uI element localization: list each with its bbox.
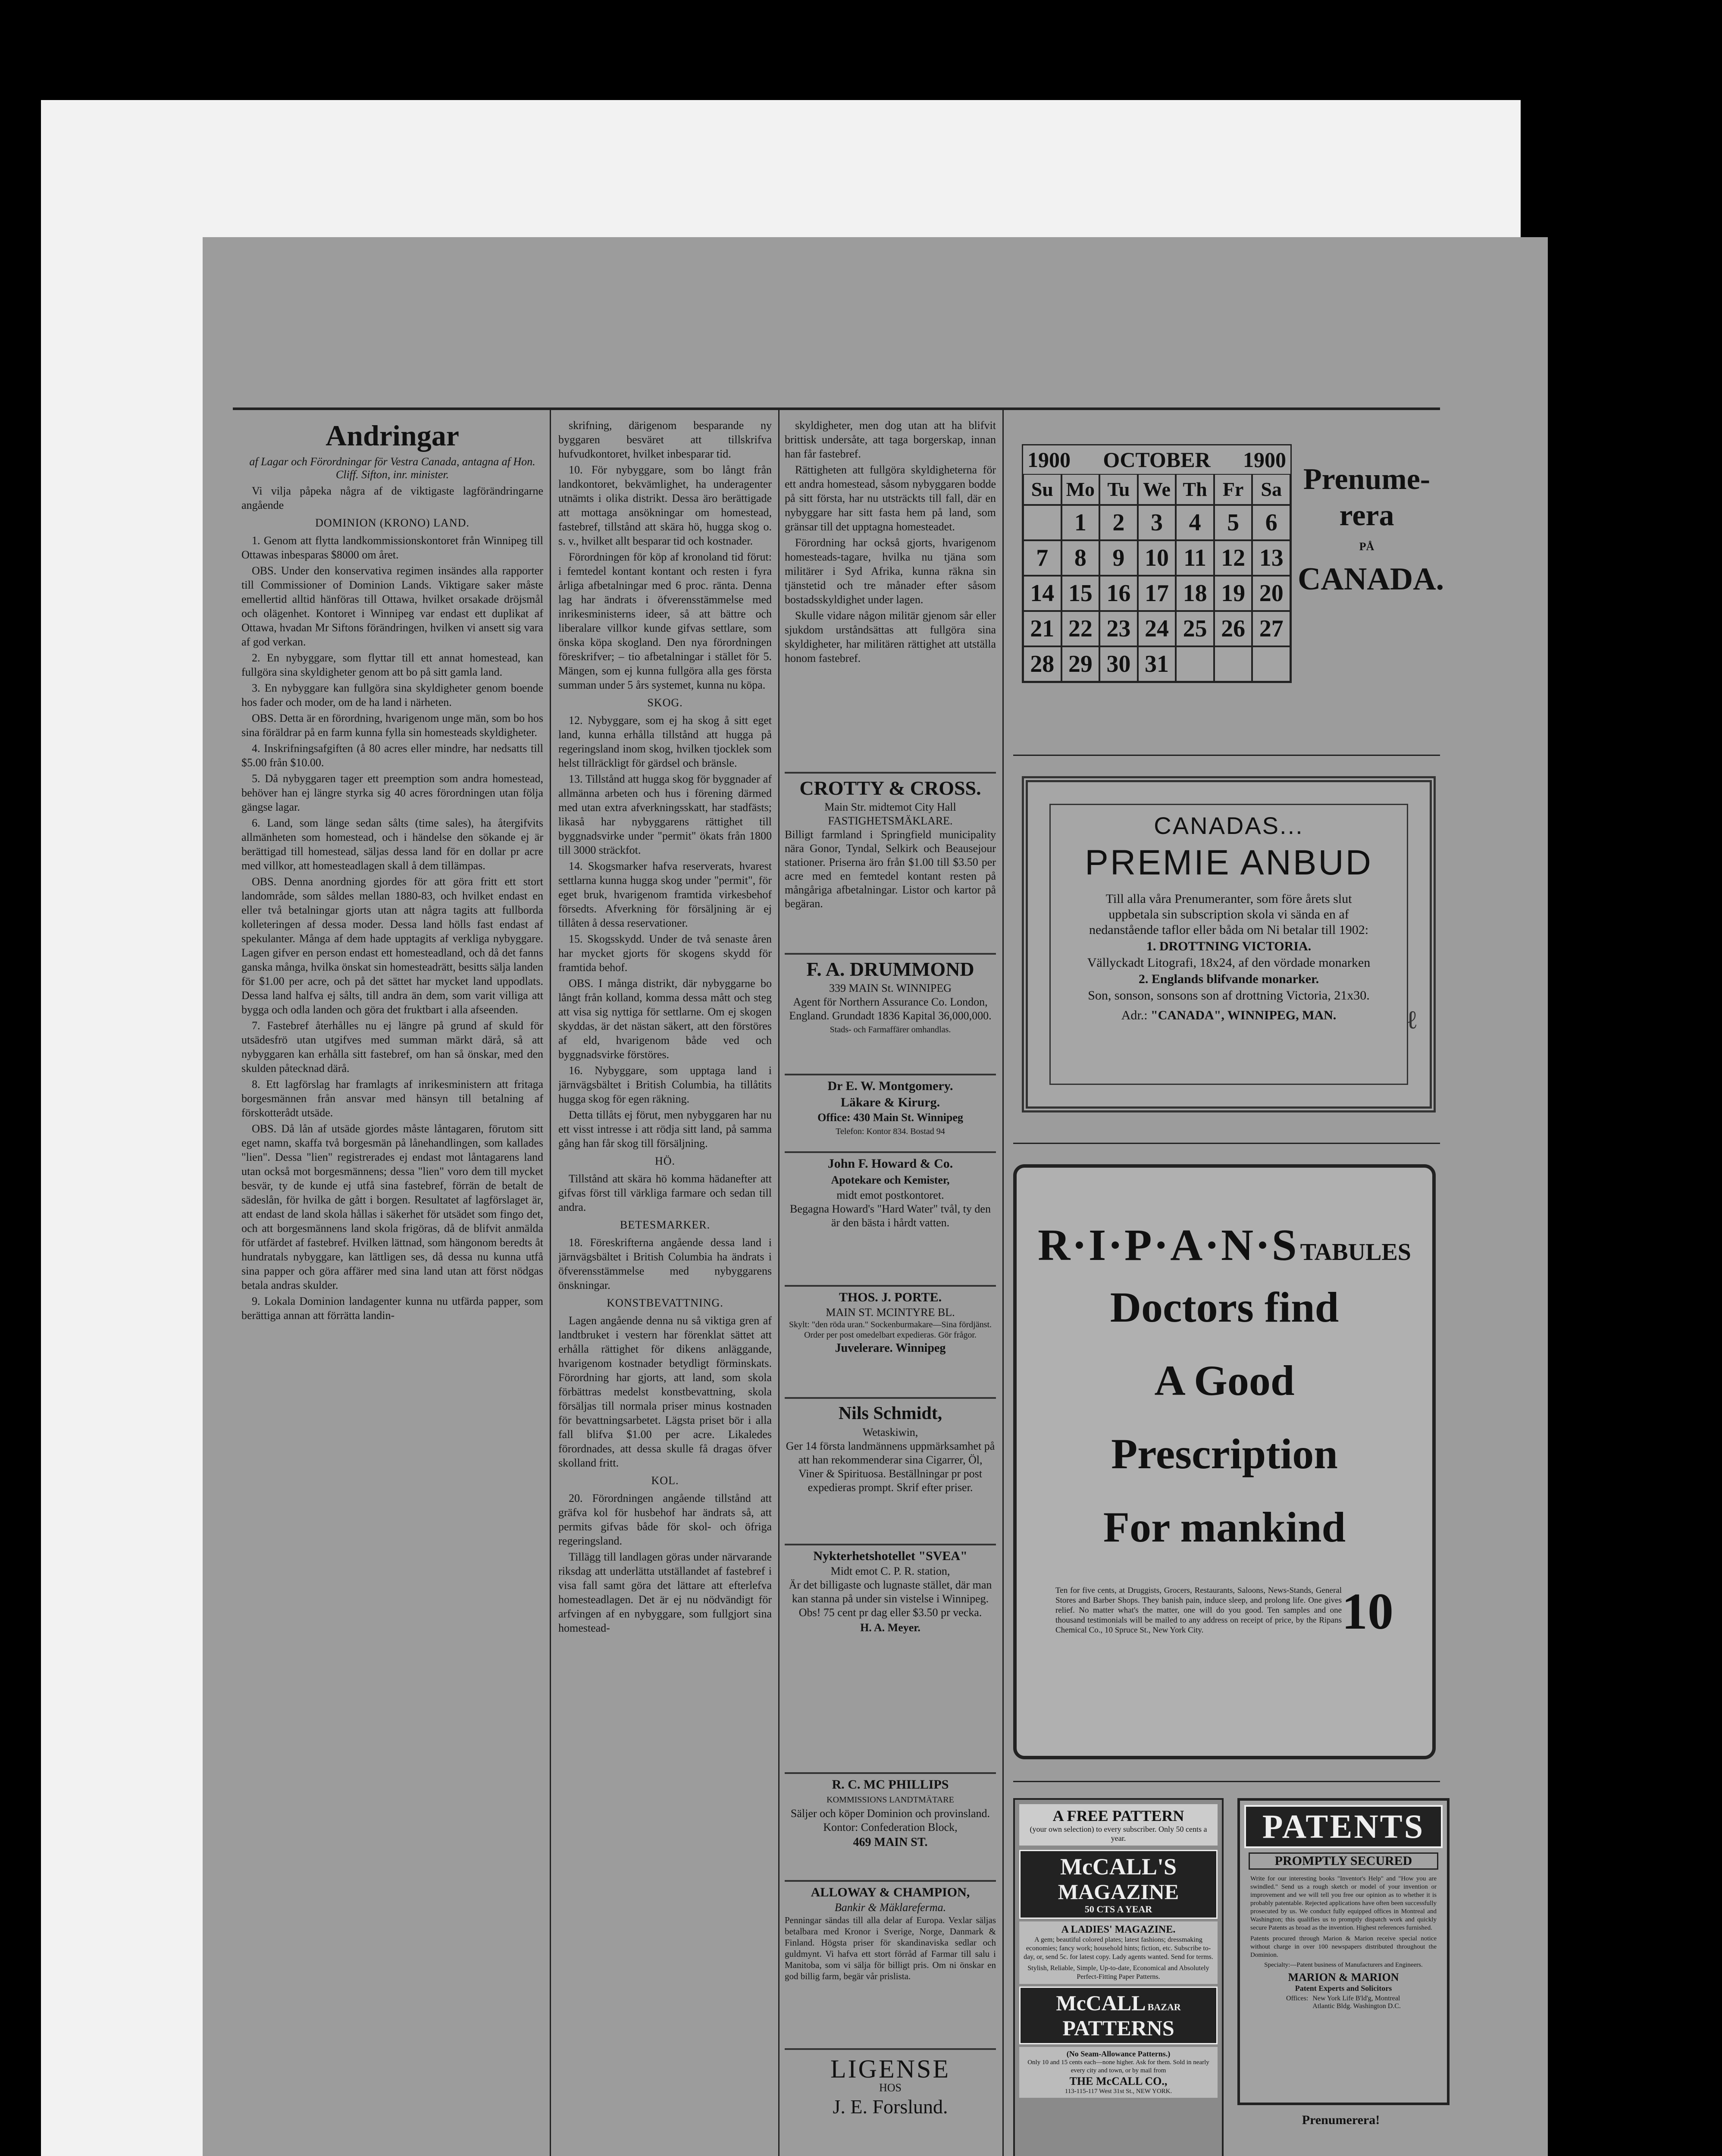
section-rule xyxy=(1013,1143,1440,1144)
ad-brand: BAZAR xyxy=(1147,2002,1181,2012)
ad-line: FASTIGHETSMÄKLARE. xyxy=(828,815,953,827)
ad-line: For mankind xyxy=(1103,1503,1346,1551)
ad-line: A LADIES' MAGAZINE. xyxy=(1061,1924,1176,1935)
ad-price-badge: 10 xyxy=(1342,1583,1393,1640)
calendar-day: 16 xyxy=(1099,576,1138,611)
ad-line: New York Life B'ld'g, Montreal xyxy=(1312,1995,1400,2002)
calendar-header xyxy=(1023,445,1290,474)
column-rule xyxy=(1002,410,1004,2156)
footer-prenumerera: Prenumerera! xyxy=(1302,2113,1380,2127)
paragraph: Förordning har också gjorts, hvarigenom homesteads-tagare, hvilka nu tjäna som militärer i Syd Afrika, kunna räkna sin tjänstetid och tre månader efter såsom bostadsskyldighet under lagen. xyxy=(785,536,996,606)
ad-line: MARION & MARION xyxy=(1288,1971,1399,1984)
ad-title: Dr E. W. Montgomery. xyxy=(827,1079,953,1093)
calendar-day: 25 xyxy=(1176,611,1214,646)
calendar-day: 17 xyxy=(1138,576,1176,611)
ad-title: Nils Schmidt, xyxy=(838,1404,942,1423)
calendar-day: 13 xyxy=(1252,540,1290,576)
ad-title: THOS. J. PORTE. xyxy=(839,1290,942,1304)
ad-line: H. A. Meyer. xyxy=(860,1621,920,1634)
article-column-2 xyxy=(558,418,772,2156)
ad-line: Atlantic Bldg. Washington D.C. xyxy=(1312,2002,1401,2010)
calendar-day: 8 xyxy=(1061,540,1100,576)
paragraph: OBS. Under den konservativa regimen insändes alla rapporter till Commissioner of Dominion Lands. Viktigare saker måste emellertid alltid hänföras till Ottawa, hvilket orsakade dröjsmål och olägenhet. Kontoret i Winnipeg var endast ett duplikat af Ottawa, hvadan Mr Siftons förändringen, hvilken vi ansett sig vara af god verkan. xyxy=(241,564,543,648)
paragraph: 10. För nybyggare, som bo långt från landkontoret, bekvämlighet, ha underagenter utnämts i olika distrikt. Dessa äro berättigade att mottaga ansökningar om homestead, fastebref, tillstånd att skära hö, hugga skog o. s. v., hvilket allt besparar tid och kostnader. xyxy=(558,464,772,547)
ad-brand: MAGAZINE xyxy=(1058,1880,1179,1904)
paragraph: OBS. Detta är en förordning, hvarigenom unge män, som bo hos sina föräldrar på en farm kunna fylla sin homesteads skyldigheter. xyxy=(241,712,543,739)
ad-svea xyxy=(785,1548,996,1636)
ad-body: Penningar sändas till alla delar af Europa. Vexlar säljas betalbara med Kronor i Sverige, Norge, Danmark & Finland. Högsta priser för skandinaviska sedlar och guldmynt. Vi hafva ett stort förråd af Farmar till salu i Manitoba, som vi sälja för billigt pris. Om ni önskar en god billig farm, begär vår prislista. xyxy=(785,1915,996,1981)
section-heading: SKOG. xyxy=(647,696,683,709)
ad-line: 469 MAIN ST. xyxy=(853,1836,928,1849)
ad-separator xyxy=(785,2048,996,2050)
paragraph: 3. En nybyggare kan fullgöra sina skyldigheter genom boende hos fader och moder, om de ha land i närheten. xyxy=(241,682,543,708)
paragraph: Skulle vidare någon militär gjenom sår eller sjukdom urståndsättas att fullgöra sina skyldigheter, har militären rättighet att utställa honom fastebref. xyxy=(785,609,996,664)
calendar-grid xyxy=(1023,474,1290,682)
ad-alloway xyxy=(785,1884,996,1982)
calendar-day: 21 xyxy=(1023,611,1061,646)
calendar-day: 27 xyxy=(1252,611,1290,646)
ad-porte xyxy=(785,1289,996,1357)
paragraph: Förordningen för köp af kronoland tid förut: i femtedel kontant kontant och resten i fyra årliga afbetalningar med 6 proc. ränta. Denna lag har ändrats i öfverensstämmelse med inrikesministerns ideer, så att bättre och liberalare villkor kunde gifvas settlare, som önska köpa skogland. Den nya förordningen föreskrifver; ‒ tio afbetalningar i stället för 5. Mängen, som ej kunna fullgöra alla ges första summan under 5 års systemet, kunna nu köpa. xyxy=(558,551,772,691)
calendar-day: 6 xyxy=(1252,505,1290,540)
calendar xyxy=(1022,444,1292,683)
paragraph: Tillstånd att skära hö komma hädanefter att gifvas först till värkliga farmare och sedan till andra. xyxy=(558,1172,772,1213)
ad-brand: R·I·P·A·N·S xyxy=(1038,1220,1299,1270)
calendar-day: 3 xyxy=(1138,505,1176,540)
calendar-day: 9 xyxy=(1099,540,1138,576)
ad-title: F. A. DRUMMOND xyxy=(806,958,974,980)
paragraph: Lagen angående denna nu så viktiga gren af landtbruket i vestern har förenklat sättet att erhålla rättighet för dikens anläggande, hvarigenom kostnader betydligt förminskats. Förordning har gjorts, att land, som skola förbättras medelst konstbevattning, skola försäljas till normala priser minus kostnaden för bevattningsarbetet. Lägsta priset bör i alla fall blifva $1.00 per acre. Likaledes förordnades, att dessa skulle få dragas öfver skolland fritt. xyxy=(558,1314,772,1469)
ad-title: ALLOWAY & CHAMPION, xyxy=(811,1885,970,1899)
ad-separator xyxy=(785,1772,996,1774)
calendar-year: 1900 xyxy=(1243,448,1286,472)
section-heading: KOL. xyxy=(651,1474,679,1487)
calendar-day: 20 xyxy=(1252,576,1290,611)
paragraph: skyldigheter, men dog utan att ha blifvit brittisk undersåte, att taga borgerskap, innan han får fastebref. xyxy=(785,419,996,460)
ad-body: Ger 14 första landmännens uppmärksamhet på att han rekommenderar sina Cigarrer, Öl, Viner & Spirituosa. Beställningar pr post expedieras prompt. Skrif efter priser. xyxy=(786,1440,995,1494)
calendar-day: 18 xyxy=(1176,576,1214,611)
calendar-year: 1900 xyxy=(1027,448,1071,472)
article-subtitle: af Lagar och Förordningar för Vestra Canada, antagna af Hon. Cliff. Sifton, inr. minister. xyxy=(249,455,535,481)
ad-line: Obs! 75 cent pr dag eller $3.50 pr vecka. xyxy=(798,1606,982,1619)
ad-line: Läkare & Kirurg. xyxy=(840,1095,940,1109)
calendar-day: 22 xyxy=(1061,611,1100,646)
section-rule xyxy=(1013,755,1440,756)
ad-mcphillips xyxy=(785,1777,996,1851)
column-rule xyxy=(778,410,780,2156)
paragraph: OBS. Denna anordning gjordes för att göra fritt ett stort landområde, som såldes mellan 1880-83, och hvilket endast en eller två betalningar gjorts utan att några tagits att fullborda kolleteringen af dessa moder. Dessa land hölls fast endast af spekulanter. Många af dem hade upptagits af verkliga nybyggare. Lagen gifver en person endast ett homesteadland, och då det fanns ganska många, hvilka önskat sin homesteadrätt, besitts sälja landen för $1.00 per acre, och på det sättet har mycket land uppodlats. Dessa land halfva ej sålts, till andra än dem, som varit villiga att bygga och odla landen och göra det fruktbart i alla afseenden. xyxy=(241,875,543,1016)
paragraph: Detta tillåts ej förut, men nybyggaren har nu ett visst intresse i att rödja sitt land, på samma gång han får skog till försäljning. xyxy=(558,1109,772,1150)
ad-title: PREMIE ANBUD xyxy=(1085,843,1373,882)
ad-drummond xyxy=(785,957,996,1037)
ad-separator xyxy=(785,772,996,774)
section-heading: KONSTBEVATTNING. xyxy=(607,1297,723,1309)
ad-crotty-cross xyxy=(785,776,996,911)
ad-line: 2. Englands blifvande monarker. xyxy=(1138,972,1319,986)
ad-title: CROTTY & CROSS. xyxy=(799,777,981,799)
ad-line: Main Str. midtemot City Hall xyxy=(824,801,956,813)
ad-line: Prenume- xyxy=(1303,463,1431,496)
ad-line: Vällyckadt Litografi, 18x24, af den vördade monarken xyxy=(1087,956,1371,970)
ad-title: PATENTS xyxy=(1262,1808,1425,1845)
section-heading: BETESMARKER. xyxy=(620,1219,711,1231)
premie-anbud-inner xyxy=(1049,804,1408,1085)
ad-body: Begagna Howard's "Hard Water" tvål, ty den är den bästa i hårdt vatten. xyxy=(790,1203,991,1229)
paragraph: 2. En nybyggare, som flyttar till ett annat homestead, kan fullgöra sina skyldigheter genom att bo på sitt gamla land. xyxy=(241,652,543,678)
calendar-day: 2 xyxy=(1099,505,1138,540)
ad-line: (No Seam-Allowance Patterns.) xyxy=(1066,2049,1171,2058)
ad-line: CANADA. xyxy=(1298,561,1444,597)
paragraph: 4. Inskrifningsafgiften (å 80 acres eller mindre, har nedsatts till $5.00 från $10.00. xyxy=(241,742,543,769)
calendar-weekday: Tu xyxy=(1099,474,1138,505)
ad-line: midt emot postkontoret. xyxy=(836,1189,944,1201)
calendar-day: 7 xyxy=(1023,540,1061,576)
calendar-weekday: Th xyxy=(1176,474,1214,505)
paragraph: 12. Nybyggare, som ej ha skog å sitt eget land, kunna erhålla tillstånd att hugga på regeringsland inom skog, hvilken tjocklek som helst tillräckligt för gärdsel och bränsle. xyxy=(558,714,772,769)
ad-brand: McCALL xyxy=(1056,1991,1146,2015)
ad-line: HOS xyxy=(879,2081,902,2094)
ad-line: KOMMISSIONS LANDTMÄTARE xyxy=(827,1795,954,1805)
calendar-day: 29 xyxy=(1061,646,1100,682)
paragraph: OBS. Då lån af utsäde gjordes måste låntagaren, förutom sitt eget namn, skaffa två borgesmän på lånehandlingen, som kallades "lien". Dessa "lien" registrerades ej endast mot låntagarens land utan också mot borgesmännens; dessa "lien" voro dem till mycket besvär, ty de kunde ej utfå sina fastebref, förrän de betalt de sädeslån, för hvilka de gått i borgen. Resultatet af lagförslaget är, att endast de land skola hållas i säkerhet för utsädet som fingo det, och att borgesmännens land skola frigöras, då de blifvit anmälda för utfärdet af fastebref. Hvilken lättnad, som hängonom beredts åt hundratals nybyggare, kan lättligen ses, då dessa nu kunna utfå sina papper och göra affärer med sina land utan att först nödgas betala andras skulder. xyxy=(241,1122,543,1291)
ad-body: Patents procured through Marion & Marion receive special notice without charge in over 100 newspapers distributed throughout the Dominion. xyxy=(1250,1935,1437,1959)
ad-body: Till alla våra Prenumeranter, som före årets slut uppbetala sin subscription skola vi sända en af nedanstående taflor eller båda om Ni betalar till 1902: xyxy=(1089,892,1369,937)
calendar-day: 5 xyxy=(1214,505,1252,540)
calendar-day: 10 xyxy=(1138,540,1176,576)
paragraph: 18. Föreskrifterna angående dessa land i järnvägsbältet i British Columbia ha ändrats i öfverensstämmelse med nybyggarens önskningar. xyxy=(558,1236,772,1291)
calendar-day: 14 xyxy=(1023,576,1061,611)
ad-body: Agent för Northern Assurance Co. London, England. Grundadt 1836 Kapital 36,000,000. xyxy=(789,996,992,1022)
ad-body: Skylt: "den röda uran." Sockenburmakare—Sina fördjänst. Order per post omedelbart expedieras. Gör frågor. xyxy=(789,1320,992,1340)
calendar-day: 28 xyxy=(1023,646,1061,682)
ad-body: Billigt farmland i Springfield municipality nära Gonor, Tyndal, Selkirk och Beausejour stationer. Priserna äro från $1.00 till $3.50 per acre med en femtedel kontant resten på mångåriga afbetalningar. Listor och kartor på begäran. xyxy=(785,828,996,910)
ad-separator xyxy=(785,1397,996,1399)
ad-separator xyxy=(785,1285,996,1287)
ad-line: Son, sonson, sonsons son af drottning Victoria, 21x30. xyxy=(1088,988,1370,1003)
ad-line: (your own selection) to every subscriber. Only 50 cents a year. xyxy=(1030,1825,1207,1843)
ad-line: PROMPTLY SECURED xyxy=(1249,1852,1438,1870)
calendar-day: 23 xyxy=(1099,611,1138,646)
article-column-3 xyxy=(785,418,996,1013)
ad-line: PÅ xyxy=(1359,540,1374,553)
ad-line: Midt emot C. P. R. station, xyxy=(830,1565,950,1577)
ad-body: Säljer och köper Dominion och provinsland. Kontor: Confederation Block, xyxy=(790,1807,990,1833)
premie-anbud-ad xyxy=(1022,776,1436,1112)
margin-mark: ℓ xyxy=(1406,1005,1418,1035)
ad-line: Doctors find xyxy=(1110,1283,1339,1331)
ad-separator xyxy=(785,1544,996,1545)
ad-title: John F. Howard & Co. xyxy=(827,1156,953,1171)
ad-body: Specialty:—Patent business of Manufacturers and Engineers. xyxy=(1264,1962,1423,1968)
section-heading: HÖ. xyxy=(654,1155,676,1167)
calendar-weekday: We xyxy=(1138,474,1176,505)
prenumerera-ad xyxy=(1298,461,1444,599)
calendar-month: OCTOBER xyxy=(1103,448,1211,472)
ad-line: rera xyxy=(1339,499,1394,532)
calendar-day: 26 xyxy=(1214,611,1252,646)
ad-line: Prescription xyxy=(1111,1430,1338,1478)
newspaper-page xyxy=(203,237,1548,2156)
ad-line: 1. DROTTNING VICTORIA. xyxy=(1146,939,1312,953)
calendar-weekday: Mo xyxy=(1061,474,1100,505)
ad-line: Wetaskiwin, xyxy=(862,1426,918,1438)
ad-line: Apotekare och Kemister, xyxy=(831,1174,950,1186)
ad-title: LIGENSE xyxy=(830,2055,950,2083)
section-rule xyxy=(1013,1781,1440,1782)
paragraph: 16. Nybyggare, som upptaga land i järnvägsbältet i British Columbia, ha tillåtits hugga skog för egen räkning. xyxy=(558,1064,772,1105)
article-column-1 xyxy=(241,418,543,2156)
paragraph: 5. Då nybyggaren tager ett preemption som andra homestead, behöver han ej längre styrka sig 40 acres förordningen utan följa gängse lagar. xyxy=(241,772,543,813)
calendar-day: 30 xyxy=(1099,646,1138,682)
ad-separator xyxy=(785,1074,996,1075)
calendar-day xyxy=(1252,646,1290,682)
ad-montgomery xyxy=(785,1078,996,1138)
ad-ligense xyxy=(785,2057,996,2119)
paragraph: 20. Förordningen angående tillstånd att gräfva kol för husbehof har ändrats så, att permits gifvas både för skol- och öfriga regeringsland. xyxy=(558,1492,772,1547)
ad-line: A Good xyxy=(1154,1357,1295,1404)
calendar-day xyxy=(1176,646,1214,682)
ad-line: Offices: xyxy=(1286,1995,1309,2002)
ad-line: 339 MAIN St. WINNIPEG xyxy=(829,982,952,994)
ad-line: J. E. Forslund. xyxy=(833,2096,948,2118)
ad-brand: PATTERNS xyxy=(1062,2016,1174,2040)
ad-badge: 50 CTS A YEAR xyxy=(1084,1904,1152,1915)
paragraph: OBS. I många distrikt, där nybyggarne bo långt från kolland, komma dessa mått och steg att visa sig nyttiga för settlarne. Om ej skogen skyddas, är det nästan säkert, att den förstöres af eld, hvarigenom både ved och byggnadsvirke förstöres. xyxy=(558,977,772,1061)
ad-small: Stads- och Farmaffärer omhandlas. xyxy=(830,1025,951,1034)
ad-brand: McCALL'S xyxy=(1060,1854,1177,1880)
calendar-day: 19 xyxy=(1214,576,1252,611)
ad-line: Juvelerare. Winnipeg xyxy=(835,1341,946,1355)
ad-small: Telefon: Kontor 834. Bostad 94 xyxy=(836,1127,945,1136)
ad-separator xyxy=(785,1151,996,1153)
paragraph: 8. Ett lagförslag har framlagts af inrikesministern att fritaga borgesmännen från ansvar med hänsyn till betalning af förskotterådt utsäde. xyxy=(241,1078,543,1119)
paragraph: 14. Skogsmarker hafva reserverats, hvarest settlarna kunna hugga skog under "permit", för eget bruk, hvarigenom framtida virkesbehof försedts. Afverkning för försäljning är ej tillåten å dessa reservationer. xyxy=(558,860,772,929)
paragraph: Rättigheten att fullgöra skyldigheterna för ett andra homestead, såsom nybyggaren bodde på sitt första, har nu utsträckts till fall, där en nybyggare har sitt fasta hem på land, som gränsar till det upptagna homesteadet. xyxy=(785,464,996,533)
ad-howard xyxy=(785,1156,996,1230)
calendar-day: 11 xyxy=(1176,540,1214,576)
paragraph: 15. Skogsskydd. Under de två senaste åren har mycket gjorts för skogens skydd för framtida behof. xyxy=(558,933,772,974)
section-heading: DOMINION (KRONO) LAND. xyxy=(315,517,470,529)
ad-body: Stylish, Reliable, Simple, Up-to-date, Economical and Absolutely Perfect-Fitting Paper Patterns. xyxy=(1027,1965,1209,1981)
ad-line: Patent Experts and Solicitors xyxy=(1295,1984,1392,1993)
ad-line: "CANADA", WINNIPEG, MAN. xyxy=(1151,1008,1337,1022)
paragraph: 13. Tillstånd att hugga skog för byggnader af allmänna arbeten och hus i förening därmed med utan extra afverkningsskatt, har stadfästs; likaså har nybyggarens rättighet till byggnadsvirke under "permit" ökats från 1800 till 3000 sträckfot. xyxy=(558,773,772,856)
ad-line: THE McCALL CO., xyxy=(1069,2075,1168,2087)
paragraph: 1. Genom att flytta landkommissionskontoret från Winnipeg till Ottawas inbesparas $8000 om året. xyxy=(241,534,543,561)
ad-body: Är det billigaste och lugnaste stället, där man kan stanna på under sin vistelse i Winnipeg. xyxy=(789,1579,992,1605)
mccall-ad xyxy=(1013,1798,1224,2156)
ad-line: MAIN ST. MCINTYRE BL. xyxy=(826,1306,955,1319)
ad-line: Adr.: xyxy=(1121,1008,1148,1022)
ad-separator xyxy=(785,953,996,955)
ad-line: 113-115-117 West 31st St., NEW YORK. xyxy=(1065,2088,1172,2095)
calendar-day: 31 xyxy=(1138,646,1176,682)
ad-body: A gem; beautiful colored plates; latest fashions; dressmaking economies; fancy work; household hints; fiction, etc. Subscribe to-day, or, send 5c. for latest copy. Lady agents wanted. Send for terms. xyxy=(1024,1936,1213,1961)
ad-brand-suffix: TABULES xyxy=(1300,1239,1411,1266)
calendar-day: 1 xyxy=(1061,505,1100,540)
article-headline: Andringar xyxy=(326,419,459,452)
ad-title: R. C. MC PHILLIPS xyxy=(832,1777,949,1792)
ad-small-print: Ten for five cents, at Druggists, Grocers, Restaurants, Saloons, News-Stands, General Stores and Barber Shops. They banish pain, induce sleep, and prolong life. One gives relief. No matter what's the matter, one will do you good. Ten samples and one thousand testimonials will be mailed to any address on receipt of price, by the Ripans Chemical Co., 10 Spruce St., New York City. xyxy=(1055,1586,1342,1635)
top-rule xyxy=(233,407,1440,410)
ad-title: A FREE PATTERN xyxy=(1052,1807,1184,1824)
calendar-weekday: Fr xyxy=(1214,474,1252,505)
calendar-day xyxy=(1214,646,1252,682)
paragraph: 7. Fastebref återhålles nu ej längre på grund af skuld för utsädesfrö utan utgifves med summan märkt därå, så att nybyggaren kan erhålla sitt fastebref, om han så önskar, med den skulden påtecknad därå. xyxy=(241,1019,543,1075)
calendar-day: 15 xyxy=(1061,576,1100,611)
ad-line: Office: 430 Main St. Winnipeg xyxy=(817,1111,963,1124)
ad-body: Write for our interesting books "Inventor's Help" and "How you are swindled." Send us a rough sketch or model of your invention or improvement and we will tell you free our opinion as to whether it is probably patentable. Rejected applications have often been successfully prosecuted by us. We conduct fully equipped offices in Montreal and Washington; this qualifies us to promptly dispatch work and quickly secure Patents as broad as the invention. Highest references furnished. xyxy=(1250,1875,1437,1931)
ad-title: CANADAS... xyxy=(1154,812,1304,839)
article-intro: Vi vilja påpeka några af de viktigaste lagförändringarne angående xyxy=(241,485,543,511)
calendar-day xyxy=(1023,505,1061,540)
ad-separator xyxy=(785,1880,996,1882)
ad-schmidt xyxy=(785,1401,996,1495)
calendar-day: 24 xyxy=(1138,611,1176,646)
column-rule xyxy=(550,410,551,2156)
paragraph: Tillägg till landlagen göras under närvarande riksdag att underlätta utställandet af fastebref i visa fall samt göra det lättare att efterlefva homesteadlagen. Det är ej nu nödvändigt för arfvingen af en nybyggare, som fullgjort sina homestead- xyxy=(558,1551,772,1634)
calendar-weekday: Su xyxy=(1023,474,1061,505)
calendar-day: 12 xyxy=(1214,540,1252,576)
patents-ad xyxy=(1237,1798,1450,2105)
paragraph: 9. Lokala Dominion landagenter kunna nu utfärda papper, som berättiga annan att förrätta landin- xyxy=(241,1295,543,1322)
ad-title: Nykterhetshotellet "SVEA" xyxy=(813,1549,967,1563)
ad-body: Only 10 and 15 cents each—none higher. Ask for them. Sold in nearly every city and town, or by mail from xyxy=(1027,2059,1209,2074)
ripans-tabules-ad xyxy=(1013,1164,1436,1759)
calendar-weekday: Sa xyxy=(1252,474,1290,505)
ad-line: Bankir & Mäklareferma. xyxy=(834,1901,946,1914)
calendar-day: 4 xyxy=(1176,505,1214,540)
paragraph: skrifning, därigenom besparande ny byggaren besväret att tillskrifva hufvudkontoret, hvilket inbesparar tid. xyxy=(558,419,772,460)
paragraph: 6. Land, som länge sedan sålts (time sales), ha återgifvits allmänheten som homestead, och i händelse den sökande ej är berättigad till homestead, säljas dessa land för en dollar pr acre med villkor, att homesteadlagen skall å dem tillämpas. xyxy=(241,817,543,872)
